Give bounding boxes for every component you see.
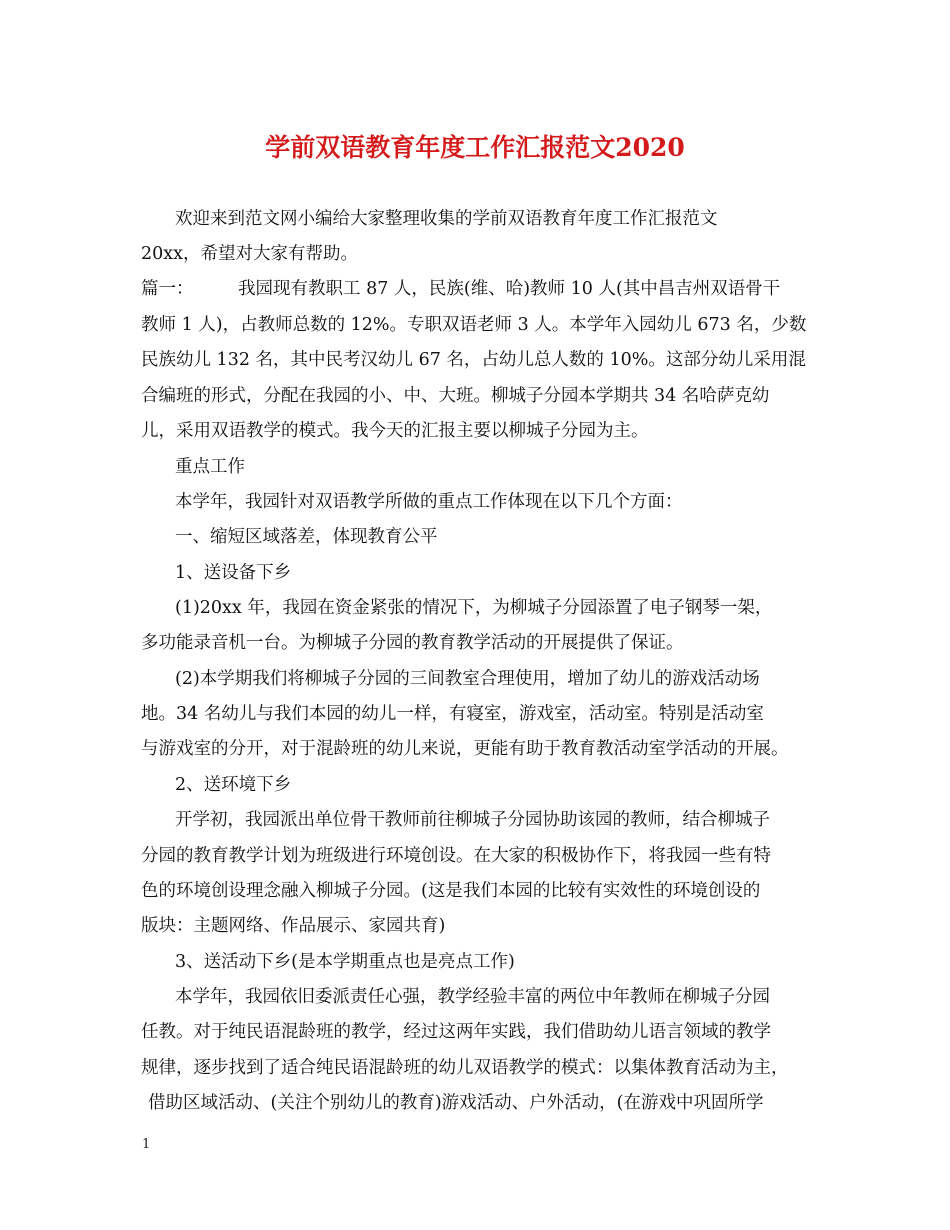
paragraph-line: 篇一： 我园现有教职工 87 人，民族(维、哈)教师 10 人(其中昌吉州双语骨干 — [141, 279, 781, 299]
section-heading: 1、送设备下乡 — [175, 563, 292, 583]
paragraph-line: 任教。对于纯民语混龄班的教学，经过这两年实践，我们借助幼儿语言领域的教学 — [141, 1022, 771, 1042]
paragraph-line: 借助区域活动、(关注个别幼儿的教育)游戏活动、户外活动，(在游戏中巩固所学 — [148, 1093, 764, 1113]
paragraph-line: 规律，逐步找到了适合纯民语混龄班的幼儿双语教学的模式：以集体教育活动为主， — [141, 1058, 789, 1078]
paragraph-line: 教师 1 人)，占教师总数的 12%。专职双语老师 3 人。本学年入园幼儿 673 名，少数 — [141, 315, 807, 335]
paragraph-line: 本学年，我园针对双语教学所做的重点工作体现在以下几个方面： — [175, 492, 683, 512]
paragraph-line: 欢迎来到范文网小编给大家整理收集的学前双语教育年度工作汇报范文 — [175, 209, 718, 229]
paragraph-line: 分园的教育教学计划为班级进行环境创设。在大家的积极协作下，将我园一些有特 — [141, 846, 771, 866]
paragraph-line: 儿，采用双语教学的模式。我今天的汇报主要以柳城子分园为主。 — [141, 421, 649, 441]
paragraph-line: 与游戏室的分开，对于混龄班的幼儿来说，更能有助于教育教活动室学活动的开展。 — [141, 739, 789, 759]
paragraph-line: (2)本学期我们将柳城子分园的三间教室合理使用，增加了幼儿的游戏活动场 — [175, 669, 760, 689]
paragraph-line: 开学初，我园派出单位骨干教师前往柳城子分园协助该园的教师，结合柳城子 — [175, 810, 770, 830]
document-title: 学前双语教育年度工作汇报范文2020 — [265, 133, 685, 162]
paragraph-line: (1)20xx 年，我园在资金紧张的情况下，为柳城子分园添置了电子钢琴一架， — [175, 598, 773, 618]
paragraph-line: 民族幼儿 132 名，其中民考汉幼儿 67 名，占幼儿总人数的 10%。这部分幼儿采用混 — [141, 350, 806, 370]
section-heading: 一、缩短区域落差，体现教育公平 — [175, 527, 438, 547]
paragraph-line: 色的环境创设理念融入柳城子分园。(这是我们本园的比较有实效性的环境创设的 — [141, 881, 761, 901]
paragraph-line: 版块：主题网络、作品展示、家园共育) — [141, 916, 446, 936]
paragraph-line: 合编班的形式，分配在我园的小、中、大班。柳城子分园本学期共 34 名哈萨克幼 — [141, 386, 770, 406]
paragraph-line: 本学年，我园依旧委派责任心强，教学经验丰富的两位中年教师在柳城子分园 — [175, 987, 770, 1007]
section-heading: 重点工作 — [175, 457, 245, 477]
paragraph-line: 地。34 名幼儿与我们本园的幼儿一样，有寝室，游戏室，活动室。特别是活动室 — [141, 704, 764, 724]
paragraph-line: 20xx，希望对大家有帮助。 — [141, 244, 359, 264]
paragraph-line: 多功能录音机一台。为柳城子分园的教育教学活动的开展提供了保证。 — [141, 633, 684, 653]
section-heading: 2、送环境下乡 — [175, 775, 292, 795]
section-heading: 3、送活动下乡(是本学期重点也是亮点工作) — [175, 952, 515, 972]
page-number: 1 — [142, 1137, 151, 1152]
